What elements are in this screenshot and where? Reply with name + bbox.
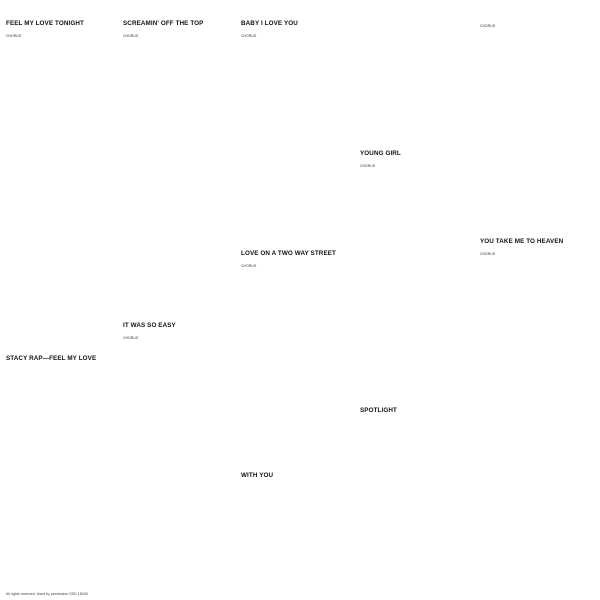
chorus-label: CHORUS [480, 252, 496, 256]
song-young-girl [360, 150, 468, 168]
song-title: YOU TAKE ME TO HEAVEN [480, 238, 564, 245]
chorus-label: CHORUS [241, 264, 257, 268]
chorus-label: CHORUS [123, 34, 139, 38]
chorus-label: CHORUS [6, 34, 22, 38]
song-title: STACY RAP—FEEL MY LOVE [6, 355, 97, 362]
song-title: BABY I LOVE YOU [241, 20, 298, 27]
song-you-take-me-to-heaven [480, 238, 590, 256]
song-it-was-so-easy [123, 322, 231, 340]
chorus-label: CHORUS [480, 24, 496, 28]
song-title: WITH YOU [241, 472, 274, 479]
song-title: LOVE ON A TWO WAY STREET [241, 250, 336, 257]
chorus-label: CHORUS [123, 336, 139, 340]
song-title: SCREAMIN' OFF THE TOP [123, 20, 204, 27]
song-title: YOUNG GIRL [360, 150, 401, 157]
chorus-label: CHORUS [241, 34, 257, 38]
song-baby-i-love-you [241, 20, 349, 38]
song-title: FEEL MY LOVE TONIGHT [6, 20, 84, 27]
song-screamin-off-the-top [123, 20, 231, 38]
song-with-you [241, 472, 349, 482]
song-title: SPOTLIGHT [360, 407, 397, 414]
song-title: IT WAS SO EASY [123, 322, 176, 329]
song-spotlight [360, 407, 468, 417]
chorus-label: CHORUS [360, 164, 376, 168]
footer-rights-notice: All rights reserved. Used by permission SSD 18045 [6, 592, 88, 596]
song-stacy-rap [6, 355, 114, 365]
song-love-on-a-two-way-street [241, 250, 349, 268]
song-feel-my-love-tonight [6, 20, 114, 38]
song-continued-lyrics [480, 20, 590, 28]
